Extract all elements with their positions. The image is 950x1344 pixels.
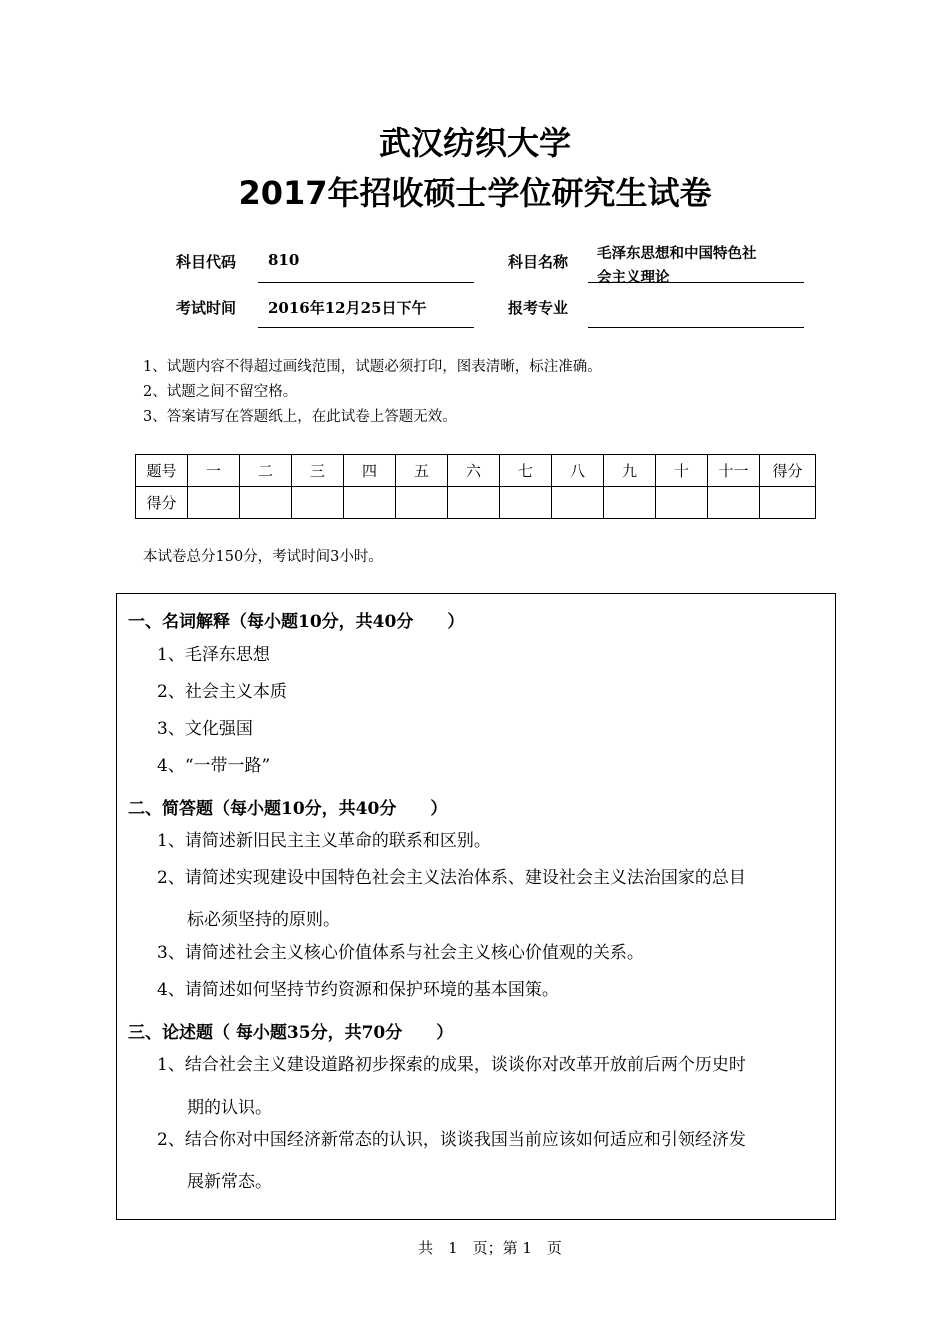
score-header-cell: 题号 [136,455,188,487]
instruction-item: 1、试题内容不得超过画线范围，试题必须打印，图表清晰，标注准确。 [143,359,602,375]
score-table-header-row [136,455,816,487]
score-header-cell: 得分 [760,455,816,487]
subject-name-underline [588,282,804,283]
score-header-cell: 五 [396,455,448,487]
section-3-question-1-cont: 期的认识。 [187,1098,272,1118]
section-3-title: 三、论述题（ 每小题35分，共70分 ） [128,1023,454,1043]
score-cell [708,487,760,519]
section-2-question-1: 1、请简述新旧民主主义革命的联系和区别。 [157,831,491,851]
score-table-score-row [136,487,816,519]
page-footer: 共 1 页；第 1 页 [418,1239,562,1257]
exam-title: 2017年招收硕士学位研究生试卷 [238,174,712,212]
score-cell [604,487,656,519]
score-header-cell: 七 [500,455,552,487]
score-cell [240,487,292,519]
subject-code-underline [258,282,474,283]
section-1-title: 一、名词解释（每小题10分，共40分 ） [128,612,465,632]
score-header-cell: 十 [656,455,708,487]
score-cell [656,487,708,519]
exam-time-label: 考试时间 [176,299,237,317]
score-cell [448,487,500,519]
section-3-question-1: 1、结合社会主义建设道路初步探索的成果，谈谈你对改革开放前后两个历史时 [157,1055,746,1075]
score-cell [500,487,552,519]
section-3-question-2-cont: 展新常态。 [187,1172,272,1192]
score-header-cell: 二 [240,455,292,487]
score-cell [396,487,448,519]
subject-name-line2: 会主义理论 [597,269,670,286]
university-title: 武汉纺织大学 [378,124,571,162]
exam-time-underline [258,327,474,328]
score-cell [552,487,604,519]
major-label: 报考专业 [508,299,569,317]
total-score-note: 本试卷总分150分，考试时间3小时。 [143,549,383,565]
section-1-item: 1、毛泽东思想 [157,645,270,665]
score-header-cell: 六 [448,455,500,487]
score-table [135,454,816,519]
score-cell [760,487,816,519]
score-cell [344,487,396,519]
score-cell [188,487,240,519]
section-2-question-4: 4、请简述如何坚持节约资源和保护环境的基本国策。 [157,980,559,1000]
score-header-cell: 八 [552,455,604,487]
score-row-label: 得分 [136,487,188,519]
score-header-cell: 一 [188,455,240,487]
instructions [143,355,602,430]
exam-time-value: 2016年12月25日下午 [268,299,427,317]
score-header-cell: 三 [292,455,344,487]
section-3-question-2: 2、结合你对中国经济新常态的认识，谈谈我国当前应该如何适应和引领经济发 [157,1130,746,1150]
section-1-item: 4、“一带一路” [157,756,271,776]
section-2-question-2-cont: 标必须坚持的原则。 [187,910,340,930]
score-header-cell: 十一 [708,455,760,487]
subject-code-label: 科目代码 [176,253,237,271]
major-underline [588,327,804,328]
subject-name-label: 科目名称 [508,253,569,271]
instruction-item: 3、答案请写在答题纸上，在此试卷上答题无效。 [143,409,457,425]
section-2-question-2: 2、请简述实现建设中国特色社会主义法治体系、建设社会主义法治国家的总目 [157,868,746,888]
score-header-cell: 四 [344,455,396,487]
score-header-cell: 九 [604,455,656,487]
section-1-item: 3、文化强国 [157,719,253,739]
section-2-title: 二、简答题（每小题10分，共40分 ） [128,799,448,819]
score-cell [292,487,344,519]
section-2-question-3: 3、请简述社会主义核心价值体系与社会主义核心价值观的关系。 [157,943,644,963]
subject-code-value: 810 [268,251,300,269]
section-1-item: 2、社会主义本质 [157,682,287,702]
subject-name-line1: 毛泽东思想和中国特色社 [597,245,757,262]
instruction-item: 2、试题之间不留空格。 [143,384,298,400]
